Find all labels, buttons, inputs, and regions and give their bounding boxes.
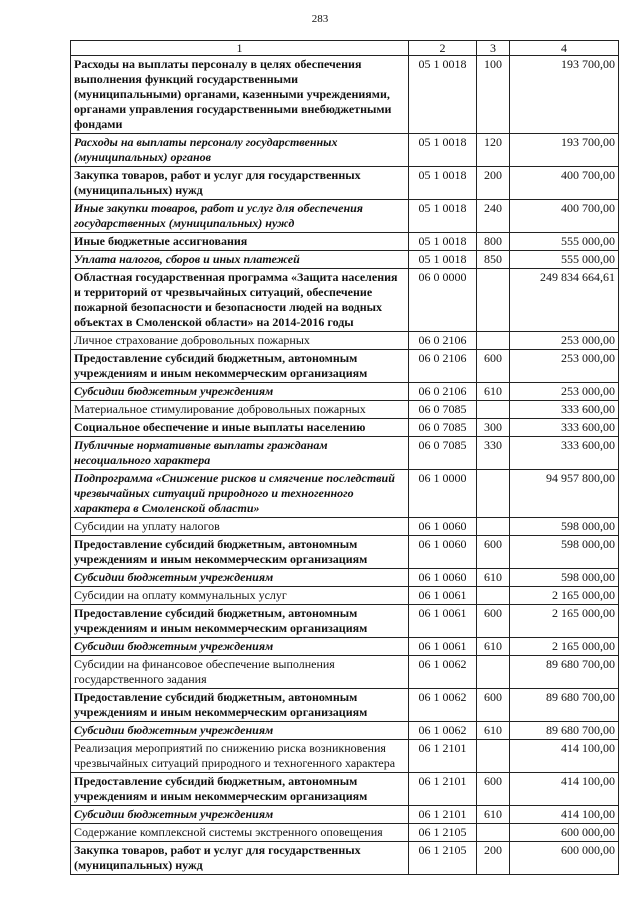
row-amount-cell: 89 680 700,00 [510,689,619,722]
row-type-cell: 800 [477,233,510,251]
row-name-cell: Предоставление субсидий бюджетным, автономным учреждениям и иным некоммерческим организациям [71,536,409,569]
table-row [71,470,619,518]
table-header-row [71,41,619,56]
row-type-cell: 100 [477,56,510,134]
table-row [71,419,619,437]
table-row [71,518,619,536]
row-name-cell: Субсидии на уплату налогов [71,518,409,536]
row-type-cell [477,470,510,518]
row-amount-cell: 414 100,00 [510,806,619,824]
row-amount-cell: 598 000,00 [510,569,619,587]
table-row [71,806,619,824]
row-name-cell: Содержание комплексной системы экстренного оповещения [71,824,409,842]
table-row [71,656,619,689]
row-amount-cell: 555 000,00 [510,233,619,251]
row-type-cell: 610 [477,722,510,740]
row-amount-cell: 253 000,00 [510,383,619,401]
row-code-cell: 06 1 2101 [409,740,477,773]
table-row [71,689,619,722]
row-amount-cell: 400 700,00 [510,200,619,233]
row-code-cell: 06 1 0000 [409,470,477,518]
row-type-cell [477,824,510,842]
row-name-cell: Областная государственная программа «Защита населения и территорий от чрезвычайных ситуаций, обеспечение пожарной безопасности и безопасности людей на водных объектах в Смоленской области» на 2014-2016 годы [71,269,409,332]
row-amount-cell: 414 100,00 [510,773,619,806]
row-name-cell: Материальное стимулирование добровольных пожарных [71,401,409,419]
row-amount-cell: 249 834 664,61 [510,269,619,332]
row-amount-cell: 598 000,00 [510,536,619,569]
table-row [71,167,619,200]
row-amount-cell: 600 000,00 [510,824,619,842]
row-code-cell: 06 1 0060 [409,569,477,587]
table-row [71,638,619,656]
row-name-cell: Реализация мероприятий по снижению риска возникновения чрезвычайных ситуаций природного и техногенного характера [71,740,409,773]
row-type-cell: 200 [477,842,510,875]
row-amount-cell: 600 000,00 [510,842,619,875]
table-body [71,56,619,875]
table-row [71,269,619,332]
row-code-cell: 06 0 2106 [409,332,477,350]
column-header-name: 1 [71,41,409,56]
row-name-cell: Подпрограмма «Снижение рисков и смягчение последствий чрезвычайных ситуаций природного и техногенного характера в Смоленской области» [71,470,409,518]
row-code-cell: 06 1 0061 [409,605,477,638]
row-code-cell: 06 0 7085 [409,419,477,437]
row-type-cell: 120 [477,134,510,167]
row-code-cell: 06 1 0060 [409,518,477,536]
row-amount-cell: 2 165 000,00 [510,638,619,656]
table-row [71,605,619,638]
table-row [71,401,619,419]
row-name-cell: Иные закупки товаров, работ и услуг для обеспечения государственных (муниципальных) нужд [71,200,409,233]
row-type-cell: 240 [477,200,510,233]
row-amount-cell: 2 165 000,00 [510,605,619,638]
row-code-cell: 06 1 0062 [409,656,477,689]
row-amount-cell: 400 700,00 [510,167,619,200]
row-name-cell: Предоставление субсидий бюджетным, автономным учреждениям и иным некоммерческим организациям [71,773,409,806]
table-row [71,536,619,569]
table-row [71,842,619,875]
row-amount-cell: 555 000,00 [510,251,619,269]
row-code-cell: 05 1 0018 [409,134,477,167]
column-header-type: 3 [477,41,510,56]
row-name-cell: Уплата налогов, сборов и иных платежей [71,251,409,269]
row-code-cell: 06 0 2106 [409,383,477,401]
row-name-cell: Субсидии бюджетным учреждениям [71,569,409,587]
row-code-cell: 06 1 0062 [409,689,477,722]
row-code-cell: 05 1 0018 [409,200,477,233]
row-code-cell: 06 1 0062 [409,722,477,740]
row-amount-cell: 2 165 000,00 [510,587,619,605]
row-code-cell: 06 0 0000 [409,269,477,332]
row-name-cell: Предоставление субсидий бюджетным, автономным учреждениям и иным некоммерческим организациям [71,605,409,638]
row-code-cell: 05 1 0018 [409,56,477,134]
row-amount-cell: 89 680 700,00 [510,722,619,740]
row-type-cell: 850 [477,251,510,269]
row-amount-cell: 89 680 700,00 [510,656,619,689]
row-amount-cell: 598 000,00 [510,518,619,536]
row-code-cell: 06 1 2105 [409,824,477,842]
table-row [71,56,619,134]
row-type-cell: 600 [477,773,510,806]
column-header-amount: 4 [510,41,619,56]
row-amount-cell: 333 600,00 [510,419,619,437]
row-amount-cell: 333 600,00 [510,437,619,470]
table-row [71,383,619,401]
row-type-cell [477,269,510,332]
row-type-cell: 600 [477,350,510,383]
column-header-code: 2 [409,41,477,56]
table-row [71,824,619,842]
row-type-cell [477,656,510,689]
row-code-cell: 05 1 0018 [409,251,477,269]
table-row [71,722,619,740]
row-type-cell: 330 [477,437,510,470]
row-name-cell: Субсидии на финансовое обеспечение выполнения государственного задания [71,656,409,689]
row-name-cell: Субсидии бюджетным учреждениям [71,806,409,824]
row-code-cell: 06 0 7085 [409,437,477,470]
row-code-cell: 06 1 2101 [409,806,477,824]
table-row [71,233,619,251]
row-name-cell: Публичные нормативные выплаты гражданам несоциального характера [71,437,409,470]
row-amount-cell: 253 000,00 [510,332,619,350]
row-name-cell: Субсидии бюджетным учреждениям [71,638,409,656]
budget-table [70,40,619,875]
row-amount-cell: 333 600,00 [510,401,619,419]
table-row [71,773,619,806]
row-type-cell: 600 [477,536,510,569]
row-name-cell: Субсидии на оплату коммунальных услуг [71,587,409,605]
row-name-cell: Расходы на выплаты персоналу в целях обеспечения выполнения функций государственными (муниципальными) органами, казенными учреждениями, органами управления государственными внебюджетными фондами [71,56,409,134]
table-row [71,251,619,269]
row-type-cell: 200 [477,167,510,200]
row-type-cell: 610 [477,383,510,401]
row-code-cell: 06 0 7085 [409,401,477,419]
row-type-cell: 610 [477,569,510,587]
row-name-cell: Расходы на выплаты персоналу государственных (муниципальных) органов [71,134,409,167]
row-code-cell: 06 1 0060 [409,536,477,569]
row-amount-cell: 193 700,00 [510,56,619,134]
table-row [71,437,619,470]
row-type-cell [477,518,510,536]
row-amount-cell: 94 957 800,00 [510,470,619,518]
row-type-cell [477,332,510,350]
page-number: 283 [311,13,329,25]
row-name-cell: Закупка товаров, работ и услуг для государственных (муниципальных) нужд [71,167,409,200]
table-row [71,740,619,773]
row-type-cell [477,401,510,419]
row-code-cell: 06 1 0061 [409,638,477,656]
row-type-cell: 300 [477,419,510,437]
row-amount-cell: 253 000,00 [510,350,619,383]
table-row [71,200,619,233]
row-code-cell: 05 1 0018 [409,233,477,251]
row-type-cell: 600 [477,689,510,722]
row-type-cell: 600 [477,605,510,638]
row-name-cell: Субсидии бюджетным учреждениям [71,722,409,740]
row-code-cell: 06 1 2101 [409,773,477,806]
row-name-cell: Иные бюджетные ассигнования [71,233,409,251]
row-type-cell: 610 [477,638,510,656]
row-code-cell: 06 1 2105 [409,842,477,875]
row-name-cell: Личное страхование добровольных пожарных [71,332,409,350]
table-row [71,587,619,605]
table-row [71,350,619,383]
row-name-cell: Субсидии бюджетным учреждениям [71,383,409,401]
row-name-cell: Предоставление субсидий бюджетным, автономным учреждениям и иным некоммерческим организациям [71,350,409,383]
table-row [71,134,619,167]
row-code-cell: 06 1 0061 [409,587,477,605]
table-row [71,569,619,587]
row-type-cell [477,587,510,605]
row-type-cell [477,740,510,773]
table-row [71,332,619,350]
row-code-cell: 05 1 0018 [409,167,477,200]
row-code-cell: 06 0 2106 [409,350,477,383]
row-type-cell: 610 [477,806,510,824]
row-name-cell: Социальное обеспечение и иные выплаты населению [71,419,409,437]
row-name-cell: Предоставление субсидий бюджетным, автономным учреждениям и иным некоммерческим организациям [71,689,409,722]
row-name-cell: Закупка товаров, работ и услуг для государственных (муниципальных) нужд [71,842,409,875]
row-amount-cell: 193 700,00 [510,134,619,167]
row-amount-cell: 414 100,00 [510,740,619,773]
